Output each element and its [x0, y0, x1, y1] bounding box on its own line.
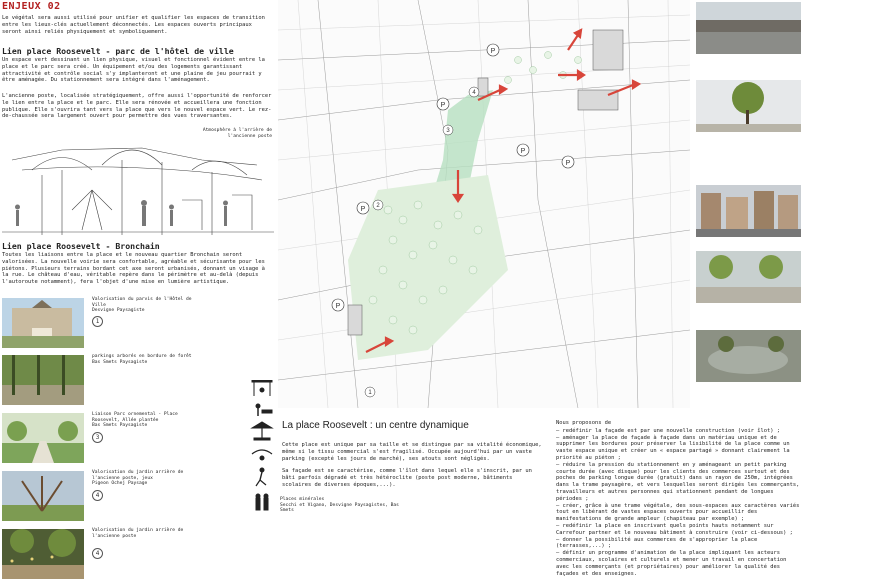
parking-marker: P: [360, 206, 366, 213]
reference-photo-4: [2, 471, 84, 521]
reference-number-3: 3: [92, 432, 103, 443]
reference-number-5: 4: [92, 548, 103, 559]
swing-icon: [252, 380, 272, 396]
parking-marker: P: [565, 160, 571, 167]
map-label-1: 1: [368, 390, 372, 396]
roosevelt-title: La place Roosevelt : un centre dynamique: [282, 420, 469, 431]
parking-marker: P: [520, 148, 526, 155]
proposals-intro: Nous proposons de: [556, 420, 612, 426]
section1-title: Lien place Roosevelt - parc de l'hôtel de ville: [2, 46, 234, 56]
parking-marker: P: [335, 303, 341, 310]
proposal-item: – aménager la place de façade à façade dans un matériau unique et de supprimer les bordures pour préserver la lisibilité de la place comme un vaste espace unique et créer un « espace partagé » donnant clairement la priorité au piéton ;: [556, 434, 790, 461]
map-label-3: 3: [446, 128, 450, 134]
reference-photo-5: [2, 529, 84, 579]
photo-place-roosevelt-2: [696, 80, 801, 132]
reference-caption-5: Valorisation du jardin arrière de l'ancienne poste: [92, 528, 184, 539]
proposal-item: – définir un programme d'animation de la place impliquant les acteurs commerciaux, scolaires et culturels et mener un travail en concertation avec les commerçants (et propriétaires) pour améliorer la qualité des façades et des enseignes.: [556, 550, 787, 577]
parking-marker: P: [440, 102, 446, 109]
photo-place-roosevelt-3: [696, 185, 801, 237]
section1-body: Un espace vert dessinant un lien physique, visuel et fonctionnel évident entre la place et le parc sera créé. Un équipement et/ou des logements garantissant attractivité et contrôle social s'y implanteront et une plaine de jeu pourrait y être aménagée. Du stationnement sera intégré dans l'aménagement.: [2, 57, 265, 84]
roosevelt-paragraph-1: Cette place est unique par sa taille et se distingue par sa vitalité économique, même si le tissu commercial s'est fragilisé. Occupée aujourd'hui par un vaste parking (excepté les jours de marché), ses atouts sont négligés.: [282, 442, 542, 462]
proposal-item: – réduire la pression du stationnement en y aménageant un petit parking courte durée (avec disque) pour les clients des commerces surtout et des poches de parking longue durée (gratuit) dans un rayon de 250m, intégrées dans la trame paysagère, et vers lesquelles seront dirigés les commerçants, travailleurs et autres personnes qui stationnent pendant de longues périodes ;: [556, 461, 800, 502]
people-icon: [256, 494, 268, 510]
atmosphere-sketch: [2, 140, 274, 236]
reference-caption-2: parkings arborés en bordure de forêt Bas Smets Paysagiste: [92, 354, 192, 365]
reference-photo-2: [2, 355, 84, 405]
map-label-2: 2: [376, 203, 380, 209]
intro-paragraph: Le végétal sera aussi utilisé pour unifier et qualifier les espaces de transition entre les lieux-clés actuellement déconnectés. Les espaces ouverts principaux seront ainsi reliés physiquement et symboliquement.: [2, 15, 265, 35]
proposal-item: – donner la possibilité aux commerces de s'approprier la place (terrasses,...) ;: [556, 536, 758, 550]
market-icon: [252, 450, 272, 460]
playground-icon: [256, 404, 272, 416]
map-label-4: 4: [472, 90, 476, 96]
section2-title: Lien place Roosevelt - Bronchain: [2, 241, 160, 251]
proposal-item: – redéfinir la façade est par une nouvelle construction (voir îlot) ;: [556, 427, 780, 434]
reference-number-1: 1: [92, 316, 103, 327]
reference-caption-4: Valorisation du jardin arrière de l'ancienne poste, jeux Pigeon Ochej Paysage: [92, 470, 184, 487]
proposals-list: [556, 420, 801, 577]
reference-number-4: 4: [92, 490, 103, 501]
reference-caption-3: Liaison Parc ornemental - Place Roosevelt, Allée plantée Bas Smets Paysagiste: [92, 412, 178, 429]
pictogram-column: [248, 380, 276, 520]
reference-caption-1: Valorisation du parvis de l'Hôtel de Ville Desvigne Paysagiste: [92, 297, 192, 314]
section2-body: Toutes les liaisons entre la place et le nouveau quartier Bronchain seront valorisées. La nouvelle voirie sera confortable, agréable et sécurisante pour les piétons. Plusieurs terrains bordant cet axe seront urbanisés, donnant un visage à la rue. Le château d'eau, véritable repère dans le périmètre et au-delà (depuis l'autoroute notamment), fera l'objet d'une mise en lumière artistique.: [2, 252, 265, 286]
section-title: ENJEUX 02: [2, 1, 61, 12]
photo-place-roosevelt-5: [696, 330, 801, 382]
photo-place-roosevelt-1: [696, 2, 801, 54]
reference-photo-3: [2, 413, 84, 463]
roosevelt-body: [282, 442, 544, 489]
proposal-item: – créer, grâce à une trame végétale, des sous-espaces aux caractères variés tout en libérant de vastes espaces ouverts pour accueillir des manifestations de grande ampleur (chapiteau par exemple) ;: [556, 502, 800, 523]
roosevelt-paragraph-2: Sa façade est se caractérise, comme l'îlot dans lequel elle s'inscrit, par un bâti parfois dégradé et très hétéroclite (poste post moderne, bâtiments scolaires de diverses époques,...).: [282, 468, 532, 488]
parking-marker: P: [490, 48, 496, 55]
running-person-icon: [256, 468, 266, 486]
section1-body-2: L'ancienne poste, localisée stratégiquement, offre aussi l'opportunité de renforcer le lien entre la place et le parc. Elle sera rénovée et accueillera une fonction publique. Elle s'ouvrira tant vers la place que vers le nouvel espace vert. Le rez-de-chaussée sera largement ouvert pour permettre des vues traversantes.: [2, 93, 272, 120]
proposal-item: – redéfinir la place en inscrivant quels points hauts notamment sur Carrefour partner et le nouveau bâtiment à construire (voir ci-dessous) ;: [556, 522, 793, 536]
terrace-table-icon: [252, 422, 272, 440]
photo-place-roosevelt-4: [696, 251, 801, 303]
sketch-caption: Atmosphère à l'arrière de l'ancienne poste: [202, 128, 272, 139]
pictograms-caption: Places minérales Secchi et Vigano, Desvigne Paysagistes, Bas Smets: [280, 497, 399, 514]
reference-photo-1: [2, 298, 84, 348]
site-plan-map: [278, 0, 690, 408]
